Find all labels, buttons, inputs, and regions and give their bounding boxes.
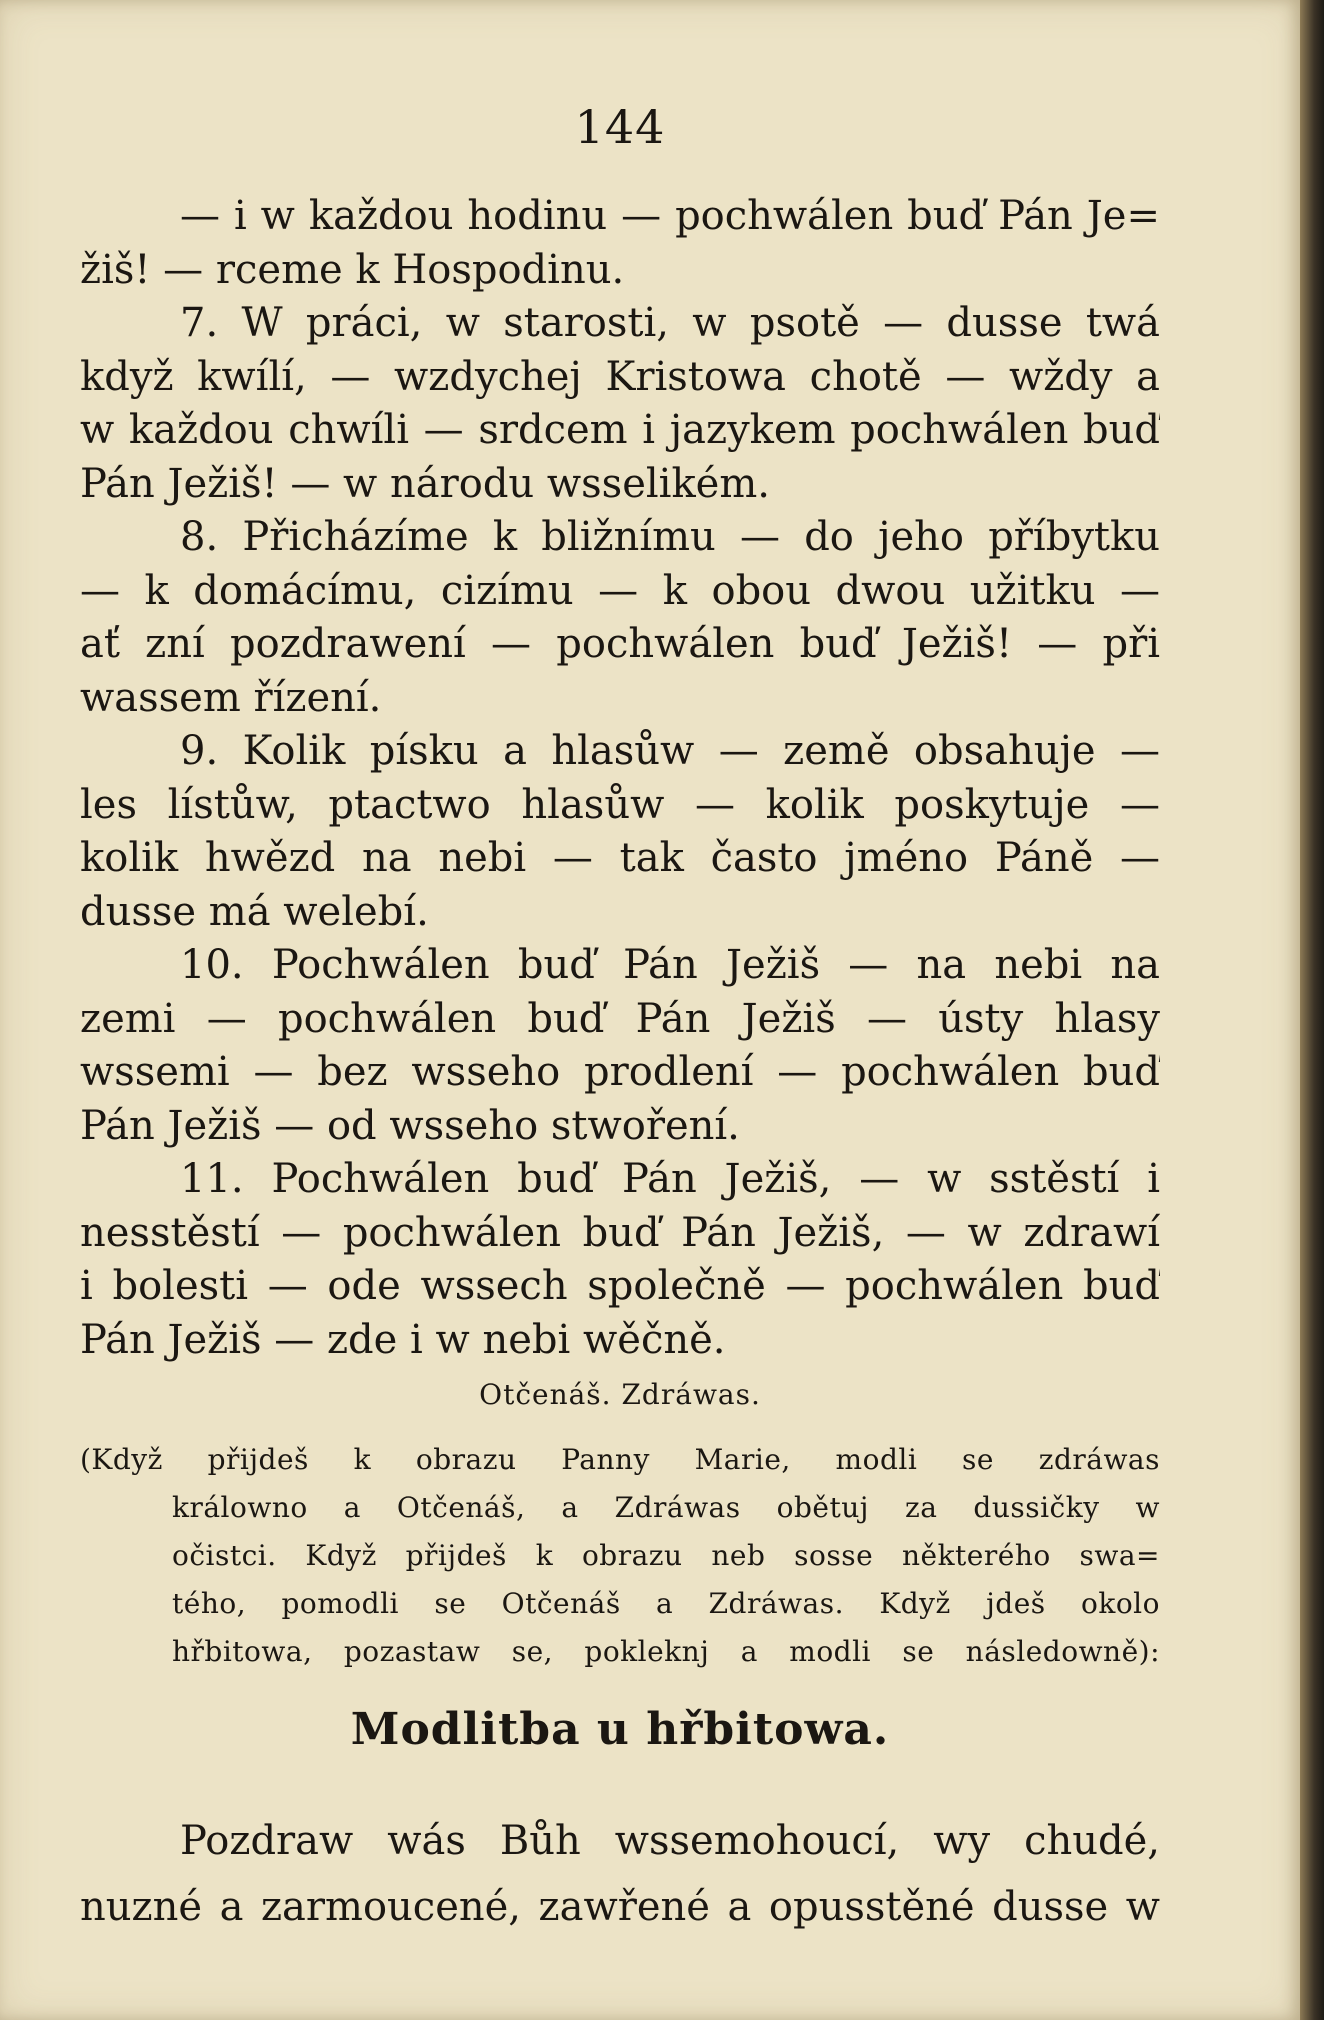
- text-line: zemi — pochwálen buď Pán Ježiš — ústy hlasy: [80, 995, 1160, 1042]
- text-line: dusse má welebí.: [80, 888, 429, 935]
- text-line: 9. Kolik písku a hlasůw — země obsahuje —: [180, 728, 1160, 774]
- note-line: hřbitowa, pozastaw se, pokleknj a modli se následowně):: [172, 1635, 1160, 1668]
- text-line: žiš! — rceme k Hospodinu.: [80, 246, 625, 293]
- note-line: tého, pomodli se Otčenáš a Zdráwas. Když jdeš okolo: [172, 1587, 1160, 1620]
- text-line: ať zní pozdrawení — pochwálen buď Ježiš! — při: [80, 621, 1160, 667]
- note-line: očistci. Když přijdeš k obrazu neb sosse některého swa=: [172, 1539, 1160, 1572]
- section-text: [80, 1808, 1160, 1940]
- text-line: Pán Ježiš! — w národu wsselikém.: [80, 460, 770, 507]
- note-line: (Když přijdeš k obrazu Panny Marie, modli se zdráwas: [80, 1443, 1160, 1476]
- text-line: les lístůw, ptactwo hlasůw — kolik poskytuje —: [80, 781, 1160, 828]
- text-line: wassem řízení.: [80, 674, 382, 721]
- section-title: Modlitba u hřbitowa.: [350, 1704, 890, 1755]
- text-line: nuzné a zarmoucené, zawřené a opusstěné dusse w: [80, 1884, 1160, 1930]
- prayer-names: Otčenáš. Zdráwas.: [479, 1378, 761, 1411]
- note-line: králowno a Otčenáš, a Zdráwas obětuj za dussičky w: [172, 1491, 1160, 1524]
- text-line: wssemi — bez wsseho prodlení — pochwálen buď: [80, 1049, 1160, 1095]
- book-spine-edge: [1300, 0, 1324, 2020]
- text-line: 10. Pochwálen buď Pán Ježiš — na nebi na: [180, 942, 1160, 988]
- text-line: i bolesti — ode wssech společně — pochwálen buď: [80, 1263, 1160, 1309]
- text-line: 7. W práci, w starosti, w psotě — dusse twá: [180, 300, 1160, 346]
- page-number: 144: [574, 100, 666, 154]
- text-line: Pán Ježiš — od wsseho stwoření.: [80, 1102, 740, 1149]
- text-line: když kwílí, — wzdychej Kristowa chotě — wždy a: [80, 353, 1160, 400]
- text-line: kolik hwězd na nebi — tak často jméno Páně —: [80, 835, 1160, 881]
- text-line: Pán Ježiš — zde i w nebi wěčně.: [80, 1316, 726, 1363]
- text-line: 8. Přicházíme k bližnímu — do jeho příbytku: [180, 514, 1160, 560]
- text-line: — i w každou hodinu — pochwálen buď Pán Je=: [180, 193, 1160, 239]
- instruction-note: [80, 1436, 1160, 1676]
- text-line: w každou chwíli — srdcem i jazykem pochwálen buď: [80, 407, 1160, 453]
- text-line: nesstěstí — pochwálen buď Pán Ježiš, — w zdrawí: [80, 1209, 1160, 1256]
- text-line: Pozdraw wás Bůh wssemohoucí, wy chudé,: [180, 1818, 1160, 1864]
- text-line: 11. Pochwálen buď Pán Ježiš, — w sstěstí i: [180, 1156, 1160, 1202]
- body-text: [80, 190, 1160, 1367]
- text-line: — k domácímu, cizímu — k obou dwou užitku —: [80, 567, 1160, 614]
